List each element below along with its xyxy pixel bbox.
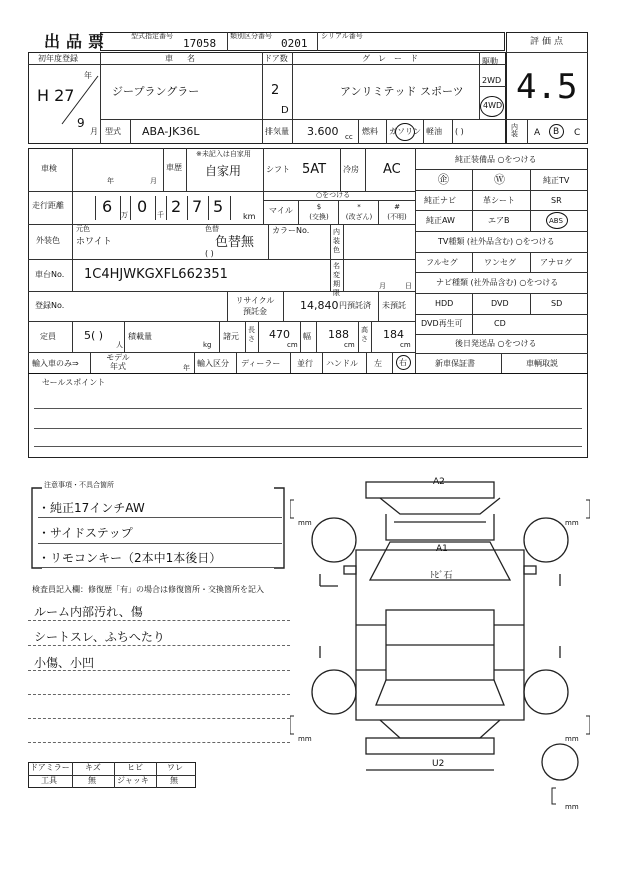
- mileage-digit-4: 7: [192, 197, 203, 216]
- score-label: 評価点: [530, 37, 567, 47]
- form-title: 出品票: [44, 32, 111, 51]
- tv-analog: アナログ: [540, 258, 572, 267]
- recycle-amount: 14,840: [300, 299, 339, 312]
- color-no-label: カラーNo.: [272, 226, 310, 235]
- load-label: 積載量: [128, 332, 152, 341]
- fuel-gasoline: ガソリン: [389, 127, 421, 136]
- interior-color-label: 内装色: [333, 228, 340, 254]
- equip-power-steering: ㊭: [438, 173, 449, 186]
- navi-title: ナビ種類 (社外品含む) ○をつける: [436, 278, 559, 287]
- import-parallel: 並行: [297, 359, 313, 368]
- tire-mm-front-right: mm: [565, 519, 579, 527]
- recycle-not-deposited: 未預託: [382, 301, 406, 310]
- inspector-line-1: ルーム内部汚れ、傷: [34, 605, 143, 619]
- doors-type: D: [281, 105, 289, 116]
- displacement-label: 排気量: [265, 127, 289, 136]
- mileage-label: 走行距離: [32, 201, 64, 210]
- mileage-unknown: # (不明): [387, 203, 407, 221]
- class-label: 類別区分番号: [230, 32, 272, 40]
- diesel-paren: ( ): [455, 127, 464, 136]
- handle-left: 左: [374, 359, 382, 368]
- mileage-tampered: * (改ざん): [345, 203, 373, 221]
- aircon-label: 冷房: [343, 165, 359, 174]
- handle-label: ハンドル: [326, 359, 358, 368]
- person-unit: 人: [116, 341, 123, 349]
- sales-point-label: セールスポイント: [42, 378, 106, 387]
- later-title: 後日発送品 ○をつける: [455, 339, 537, 348]
- length-cm: cm: [287, 341, 298, 349]
- kg-unit: kg: [203, 341, 212, 349]
- height-cm: cm: [400, 341, 411, 349]
- car-name-label: 車名: [165, 54, 209, 63]
- inspector-line-3: 小傷、小凹: [34, 656, 95, 670]
- navi-dvd-play: DVD再生可: [421, 319, 463, 328]
- capacity-label: 定員: [40, 332, 56, 341]
- diagram-label-u2: U2: [432, 759, 445, 769]
- navi-sd: SD: [551, 299, 563, 308]
- tire-mm-rear-right: mm: [565, 735, 579, 743]
- import-dealer: ディーラー: [241, 359, 281, 368]
- fuel-label: 燃料: [362, 127, 378, 136]
- inspector-label: 検査員記入欄：修復歴「有」の場合は修復箇所・交換箇所を記入: [32, 585, 264, 594]
- tv-title: TV種類 (社外品含む) ○をつける: [438, 237, 555, 246]
- cc-unit: cc: [345, 133, 353, 141]
- equip-aw: 純正AW: [426, 216, 455, 225]
- note-item-3: ・リモコンキー（2本中1本後日）: [38, 551, 222, 565]
- first-reg-month: 9: [77, 116, 85, 130]
- doors-count: 2: [271, 83, 280, 98]
- mileage-exchange: $ (交換): [309, 203, 329, 221]
- import-class-label: 輸入区分: [197, 359, 229, 368]
- recycle-label: リサイクル預託金: [235, 296, 275, 316]
- legend-tools: 工具: [41, 776, 57, 785]
- title-deadline-label: 名変期限: [333, 262, 340, 297]
- legend-tools-value: 無: [88, 776, 96, 785]
- first-reg-era: H 27: [37, 86, 75, 105]
- car-name: ジープラングラー: [112, 85, 200, 98]
- legend-scratch: キズ: [85, 763, 101, 772]
- vin-label: 車台No.: [35, 270, 65, 279]
- year-unit: 年: [84, 71, 92, 80]
- width-cm: cm: [344, 341, 355, 349]
- tire-mm-spare: mm: [565, 803, 579, 811]
- later-manual: 車輌取説: [526, 359, 558, 368]
- km-unit: km: [243, 212, 256, 221]
- deadline-day: 日: [405, 282, 412, 290]
- equip-abs: ABS: [549, 217, 563, 225]
- diagram-label-a2: A2: [433, 477, 445, 487]
- drive-2wd: 2WD: [482, 76, 502, 85]
- history-label: 車歴: [166, 163, 182, 172]
- equip-leather: 革シート: [483, 196, 515, 205]
- legend-jack-value: 無: [170, 776, 178, 785]
- note-item-2: ・サイドステップ: [38, 526, 133, 540]
- score-value: 4.5: [516, 67, 578, 107]
- month-unit: 月: [90, 127, 98, 136]
- mileage-mile: マイル: [269, 206, 293, 215]
- note-item-1: ・純正17インチAW: [38, 501, 145, 515]
- doors-label: ドア数: [264, 54, 288, 63]
- mileage-sen-unit: 千: [157, 211, 164, 219]
- mileage-digit-2: 0: [137, 197, 148, 216]
- first-reg-label: 初年度登録: [38, 54, 78, 63]
- interior-c: C: [574, 128, 581, 138]
- notes-title: 注意事項・不具合箇所: [44, 481, 114, 489]
- model-value: ABA-JK36L: [142, 125, 200, 138]
- width-value: 188: [328, 328, 349, 341]
- handle-right: 右: [399, 358, 407, 367]
- import-label: 輸入車のみ⇒: [32, 359, 79, 368]
- legend-crack: ヒビ: [127, 763, 143, 772]
- mileage-man-unit: 万: [121, 211, 128, 219]
- grade-label: グレード: [362, 54, 426, 63]
- mileage-digit-3: 2: [171, 197, 182, 216]
- legend-jack: ジャッキ: [117, 776, 149, 785]
- drive-label: 駆動: [482, 57, 498, 66]
- shift-value: 5AT: [302, 162, 327, 177]
- length-value: 470: [269, 328, 290, 341]
- shift-label: シフト: [266, 165, 290, 174]
- tire-mm-front-left: mm: [298, 519, 312, 527]
- diagram-label-chip: ﾄﾋﾞ石: [430, 571, 453, 581]
- deadline-month: 月: [379, 282, 386, 290]
- equip-airbag: エアB: [488, 216, 510, 225]
- interior-b: B: [553, 127, 560, 137]
- vin-value: 1C4HJWKGXFL662351: [84, 267, 228, 282]
- tv-oneseg: ワンセグ: [484, 258, 516, 267]
- later-warranty: 新車保証書: [435, 359, 475, 368]
- navi-dvd: DVD: [491, 299, 509, 308]
- diagram-label-a1: A1: [436, 544, 448, 554]
- model-year-label: モデル年式: [106, 353, 130, 371]
- height-value: 184: [383, 328, 404, 341]
- equip-tv: 純正TV: [543, 176, 570, 185]
- equipment-title: 純正装備品 ○をつける: [455, 155, 537, 164]
- history-value: 自家用: [205, 164, 242, 178]
- drive-4wd: 4WD: [483, 101, 503, 110]
- navi-hdd: HDD: [435, 299, 454, 308]
- tire-mm-rear-left: mm: [298, 735, 312, 743]
- color-change-label: 色替: [205, 225, 219, 233]
- history-note: ※未記入は自家用: [196, 150, 251, 158]
- model-label: 型式: [105, 127, 121, 136]
- interior-label: 内装: [511, 123, 518, 138]
- interior-a: A: [534, 128, 541, 138]
- equip-sr: SR: [551, 196, 562, 205]
- legend-mirror: ドアミラー: [30, 763, 70, 772]
- mileage-options-title: ○をつける: [316, 191, 351, 199]
- reg-no-label: 登録No.: [35, 301, 65, 310]
- model-year-unit: 年: [183, 364, 190, 372]
- class-number: 0201: [281, 37, 308, 50]
- color-change-value: 色替無: [215, 235, 255, 250]
- cert-label: 型式指定番号: [131, 32, 173, 40]
- shaken-year-unit: 年: [107, 177, 114, 185]
- aircon-value: AC: [383, 162, 401, 177]
- equip-navi: 純正ナビ: [424, 196, 456, 205]
- length-label: 長さ: [248, 326, 255, 343]
- color-change-paren: ( ): [205, 249, 214, 258]
- exterior-color-label: 外装色: [36, 236, 60, 245]
- displacement-value: 3.600: [307, 125, 339, 138]
- orig-color-value: ホワイト: [76, 237, 112, 247]
- recycle-unit: 円預託済: [339, 301, 371, 310]
- shaken-label: 車検: [41, 164, 57, 173]
- navi-cd: CD: [494, 319, 506, 328]
- equip-power-window: Ⓦ: [494, 173, 505, 186]
- tv-fullseg: フルセグ: [426, 258, 458, 267]
- cert-number: 17058: [183, 37, 217, 50]
- grade-value: アンリミテッド スポーツ: [340, 85, 464, 98]
- width-label: 幅: [303, 332, 311, 341]
- capacity-value: 5( ): [84, 329, 104, 342]
- height-label: 高さ: [361, 326, 368, 343]
- shaken-month-unit: 月: [150, 177, 157, 185]
- inspector-line-2: シートスレ、ふちへたり: [34, 630, 165, 644]
- mileage-digit-5: 5: [213, 197, 224, 216]
- legend-break: ワレ: [167, 763, 183, 772]
- serial-label: シリアル番号: [321, 32, 363, 40]
- diesel-label: 軽油: [426, 127, 442, 136]
- dims-label: 諸元: [223, 332, 239, 341]
- orig-color-label: 元色: [76, 225, 90, 233]
- mileage-digit-1: 6: [102, 197, 113, 216]
